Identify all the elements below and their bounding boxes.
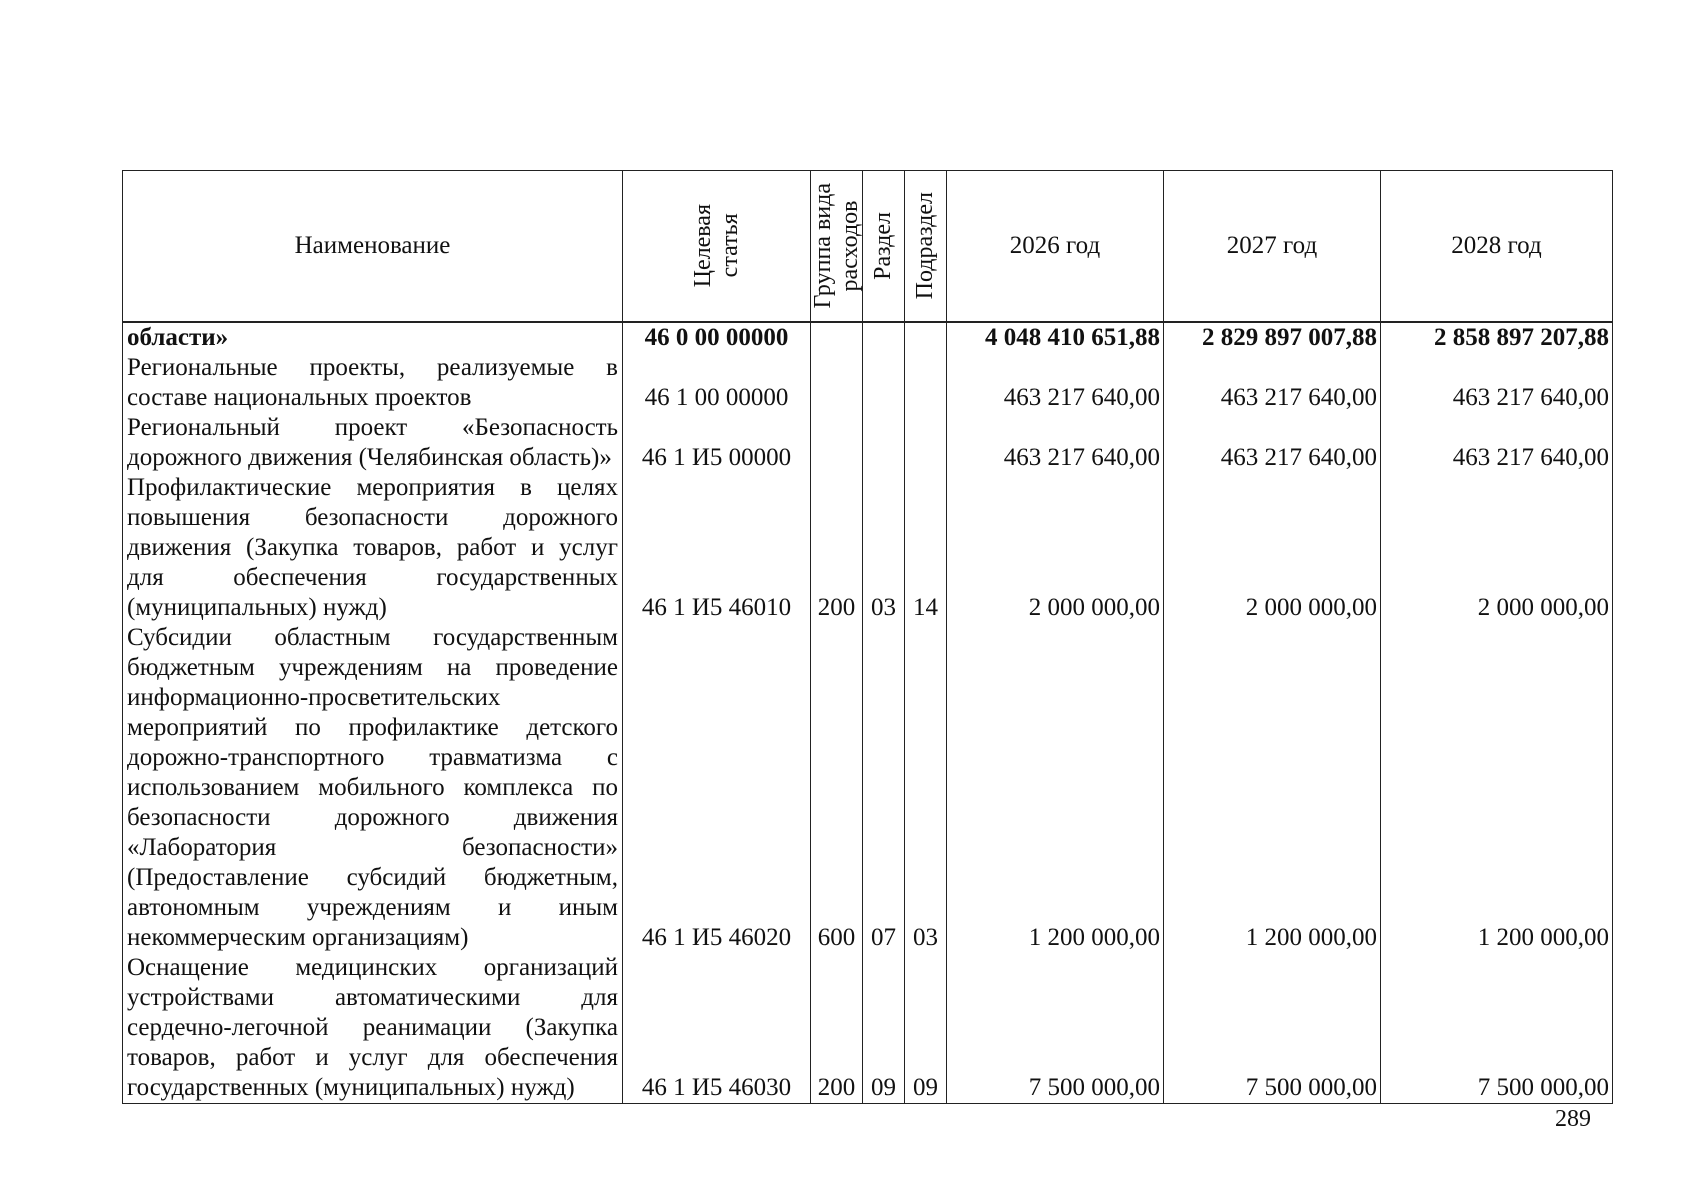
row-value-2027: 2 829 897 007,88 (1164, 322, 1381, 353)
row-value-2028: 463 217 640,00 (1381, 413, 1613, 473)
row-value-2026: 7 500 000,00 (947, 953, 1164, 1104)
header-year-2027: 2027 год (1164, 171, 1381, 323)
row-value-2027: 463 217 640,00 (1164, 413, 1381, 473)
table-row (123, 953, 1613, 1104)
row-group (811, 353, 863, 413)
row-value-2026: 463 217 640,00 (947, 353, 1164, 413)
row-code: 46 1 И5 46010 (623, 473, 811, 623)
table-row (123, 413, 1613, 473)
row-code: 46 1 И5 46020 (623, 623, 811, 953)
row-group: 600 (811, 623, 863, 953)
row-section (863, 353, 905, 413)
header-row (123, 171, 1613, 323)
row-section: 03 (863, 473, 905, 623)
row-subsection: 09 (905, 953, 947, 1104)
table-row (123, 322, 1613, 353)
header-name: Наименование (123, 171, 623, 323)
table-row (123, 353, 1613, 413)
row-value-2028: 1 200 000,00 (1381, 623, 1613, 953)
row-value-2028: 463 217 640,00 (1381, 353, 1613, 413)
row-value-2027: 1 200 000,00 (1164, 623, 1381, 953)
row-name: области» (123, 322, 623, 353)
header-target-article: Целевая статья (623, 171, 811, 323)
row-group (811, 413, 863, 473)
row-value-2026: 4 048 410 651,88 (947, 322, 1164, 353)
row-value-2026: 2 000 000,00 (947, 473, 1164, 623)
row-section (863, 413, 905, 473)
row-section: 09 (863, 953, 905, 1104)
row-group: 200 (811, 473, 863, 623)
row-subsection (905, 353, 947, 413)
row-name: Субсидии областным государственным бюджетным учреждениям на проведение информационно-просветительских мероприятий по профилактике детского дорожно-транспортного травматизма с использованием мобильного комплекса по безопасности дорожного движения «Лаборатория безопасности» (Предоставление субсидий бюджетным, автономным учреждениям и иным некоммерческим организациям) (123, 623, 623, 953)
row-value-2027: 2 000 000,00 (1164, 473, 1381, 623)
row-name: Профилактические мероприятия в целях повышения безопасности дорожного движения (Закупка товаров, работ и услуг для обеспечения государственных (муниципальных) нужд) (123, 473, 623, 623)
header-year-2028: 2028 год (1381, 171, 1613, 323)
table-row (123, 473, 1613, 623)
row-subsection (905, 322, 947, 353)
row-code: 46 0 00 00000 (623, 322, 811, 353)
row-name: Региональные проекты, реализуемые в составе национальных проектов (123, 353, 623, 413)
page-number: 289 (1555, 1106, 1591, 1132)
row-name: Оснащение медицинских организаций устройствами автоматическими для сердечно-легочной реанимации (Закупка товаров, работ и услуг для обеспечения государственных (муниципальных) нужд) (123, 953, 623, 1104)
row-group (811, 322, 863, 353)
table-row (123, 623, 1613, 953)
row-subsection (905, 413, 947, 473)
row-value-2027: 7 500 000,00 (1164, 953, 1381, 1104)
header-subsection: Подраздел (905, 171, 947, 323)
header-year-2026: 2026 год (947, 171, 1164, 323)
header-expense-group: Группа вида расходов (811, 171, 863, 323)
row-code: 46 1 И5 00000 (623, 413, 811, 473)
row-subsection: 03 (905, 623, 947, 953)
row-value-2028: 7 500 000,00 (1381, 953, 1613, 1104)
row-value-2026: 463 217 640,00 (947, 413, 1164, 473)
row-value-2028: 2 858 897 207,88 (1381, 322, 1613, 353)
row-value-2027: 463 217 640,00 (1164, 353, 1381, 413)
budget-table (122, 170, 1613, 1104)
row-code: 46 1 И5 46030 (623, 953, 811, 1104)
row-value-2026: 1 200 000,00 (947, 623, 1164, 953)
row-section: 07 (863, 623, 905, 953)
row-code: 46 1 00 00000 (623, 353, 811, 413)
row-subsection: 14 (905, 473, 947, 623)
row-section (863, 322, 905, 353)
row-value-2028: 2 000 000,00 (1381, 473, 1613, 623)
row-name: Региональный проект «Безопасность дорожного движения (Челябинская область)» (123, 413, 623, 473)
header-section: Раздел (863, 171, 905, 323)
row-group: 200 (811, 953, 863, 1104)
